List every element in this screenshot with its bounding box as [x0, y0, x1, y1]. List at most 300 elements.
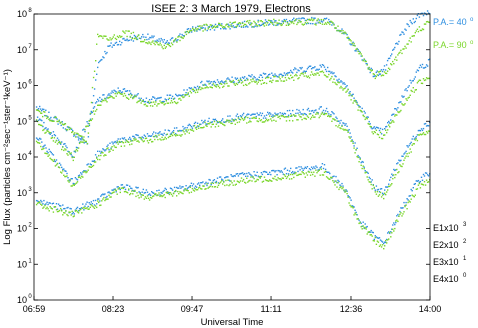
data-point [247, 20, 248, 21]
data-point [264, 177, 265, 178]
data-point [104, 98, 105, 99]
data-point [260, 80, 261, 81]
data-point [320, 175, 321, 176]
data-point [73, 160, 74, 161]
data-point [391, 64, 392, 65]
data-point [236, 115, 237, 116]
data-point [152, 141, 153, 142]
data-point [89, 202, 90, 203]
data-point [138, 197, 139, 198]
data-point [197, 28, 198, 29]
data-point [141, 138, 142, 139]
data-point [400, 101, 401, 102]
data-point [414, 91, 415, 92]
channel-e4 [36, 163, 431, 244]
data-point [120, 189, 121, 190]
data-point [404, 46, 405, 47]
data-point [313, 166, 314, 167]
data-point [399, 214, 400, 215]
data-point [185, 185, 186, 186]
data-point [352, 94, 353, 95]
data-point [215, 24, 216, 25]
data-point [340, 86, 341, 87]
data-point [288, 173, 289, 174]
data-point [397, 54, 398, 55]
data-point [382, 244, 383, 245]
data-point [339, 122, 340, 123]
data-point [107, 95, 108, 96]
data-point [224, 185, 225, 186]
data-point [390, 177, 391, 178]
data-point [155, 101, 156, 102]
data-point [326, 113, 327, 114]
data-point [371, 68, 372, 69]
data-point [425, 79, 426, 80]
data-point [402, 32, 403, 33]
data-point [267, 112, 268, 113]
data-point [308, 108, 309, 109]
data-point [208, 123, 209, 124]
data-point [92, 112, 93, 113]
data-point [403, 96, 404, 97]
data-point [189, 96, 190, 97]
data-point [235, 77, 236, 78]
y-tick-label [17, 115, 32, 126]
data-point [346, 90, 347, 91]
data-point [183, 96, 184, 97]
data-point [55, 135, 56, 136]
data-point [191, 30, 192, 31]
data-point [231, 123, 232, 124]
data-point [171, 194, 172, 195]
data-point [271, 82, 272, 83]
data-point [322, 71, 323, 72]
data-point [57, 123, 58, 124]
data-point [298, 20, 299, 21]
data-point [264, 82, 265, 83]
data-point [258, 21, 259, 22]
data-point [53, 140, 54, 141]
data-point [106, 146, 107, 147]
data-point [243, 27, 244, 28]
data-point [50, 206, 51, 207]
data-point [403, 48, 404, 49]
data-point [328, 19, 329, 20]
data-point [268, 174, 269, 175]
data-point [197, 123, 198, 124]
data-point [203, 84, 204, 85]
data-point [108, 195, 109, 196]
data-point [163, 48, 164, 49]
data-point [174, 39, 175, 40]
data-point [300, 68, 301, 69]
data-point [374, 126, 375, 127]
data-point [292, 19, 293, 20]
data-point [254, 114, 255, 115]
data-point [405, 156, 406, 157]
data-point [357, 157, 358, 158]
data-point [244, 118, 245, 119]
data-point [400, 212, 401, 213]
series-p-a-90 [36, 18, 431, 249]
data-point [367, 176, 368, 177]
data-point [165, 103, 166, 104]
data-point [85, 203, 86, 204]
data-point [405, 47, 406, 48]
data-point [422, 133, 423, 134]
data-point [354, 100, 355, 101]
data-point [254, 26, 255, 27]
data-point [91, 102, 92, 103]
data-point [310, 66, 311, 67]
data-point [227, 120, 228, 121]
plot-frame [34, 14, 430, 300]
data-point [38, 108, 39, 109]
data-point [195, 87, 196, 88]
data-point [349, 39, 350, 40]
data-point [423, 78, 424, 79]
data-point [361, 226, 362, 227]
data-point [55, 161, 56, 162]
data-point [182, 193, 183, 194]
data-point [303, 109, 304, 110]
data-point [311, 17, 312, 18]
data-point [378, 134, 379, 135]
data-point [125, 142, 126, 143]
data-point [350, 40, 351, 41]
data-point [113, 145, 114, 146]
data-point [384, 128, 385, 129]
data-point [368, 68, 369, 69]
data-point [405, 202, 406, 203]
data-point [363, 165, 364, 166]
data-point [50, 134, 51, 135]
data-point [143, 101, 144, 102]
data-point [341, 81, 342, 82]
data-point [156, 190, 157, 191]
data-point [422, 64, 423, 65]
data-point [307, 174, 308, 175]
data-point [234, 120, 235, 121]
data-point [304, 75, 305, 76]
data-point [100, 205, 101, 206]
data-point [338, 125, 339, 126]
data-point [262, 113, 263, 114]
data-point [352, 143, 353, 144]
data-point [205, 85, 206, 86]
data-point [106, 101, 107, 102]
data-point [399, 52, 400, 53]
data-point [341, 126, 342, 127]
data-point [133, 40, 134, 41]
data-point [307, 22, 308, 23]
data-point [332, 82, 333, 83]
data-point [183, 128, 184, 129]
data-point [383, 75, 384, 76]
data-point [60, 205, 61, 206]
data-point [229, 120, 230, 121]
data-point [319, 108, 320, 109]
data-point [374, 187, 375, 188]
data-point [392, 224, 393, 225]
data-point [143, 137, 144, 138]
data-point [197, 86, 198, 87]
data-point [116, 96, 117, 97]
data-point [289, 72, 290, 73]
data-point [301, 67, 302, 68]
data-point [67, 215, 68, 216]
y-tick-base: 10 [16, 80, 28, 91]
data-point [285, 168, 286, 169]
energy-label: E3x10 [433, 257, 459, 267]
data-point [121, 42, 122, 43]
data-point [324, 24, 325, 25]
data-point [328, 172, 329, 173]
data-point [411, 142, 412, 143]
data-point [330, 116, 331, 117]
data-point [391, 174, 392, 175]
data-point [371, 184, 372, 185]
data-point [96, 44, 97, 45]
data-point [177, 102, 178, 103]
data-point [222, 118, 223, 119]
data-point [334, 119, 335, 120]
data-point [59, 163, 60, 164]
data-point [322, 163, 323, 164]
data-point [281, 80, 282, 81]
data-point [40, 200, 41, 201]
data-point [178, 36, 179, 37]
data-point [421, 177, 422, 178]
data-point [239, 182, 240, 183]
data-point [297, 119, 298, 120]
data-point [340, 30, 341, 31]
data-point [160, 40, 161, 41]
data-point [234, 83, 235, 84]
data-point [165, 129, 166, 130]
data-point [140, 99, 141, 100]
data-point [321, 106, 322, 107]
data-point [285, 113, 286, 114]
data-point [310, 118, 311, 119]
data-point [396, 219, 397, 220]
data-point [96, 203, 97, 204]
data-point [265, 120, 266, 121]
data-point [393, 222, 394, 223]
data-point [43, 109, 44, 110]
data-point [306, 114, 307, 115]
data-point [384, 65, 385, 66]
data-point [380, 132, 381, 133]
data-point [340, 128, 341, 129]
data-point [194, 190, 195, 191]
data-point [83, 209, 84, 210]
data-point [364, 116, 365, 117]
data-point [333, 113, 334, 114]
data-point [88, 123, 89, 124]
energy-exponent: 1 [463, 256, 467, 262]
data-point [345, 86, 346, 87]
data-point [216, 182, 217, 183]
data-point [196, 30, 197, 31]
data-point [344, 125, 345, 126]
data-point [361, 53, 362, 54]
data-point [369, 231, 370, 232]
data-point [286, 19, 287, 20]
data-point [149, 103, 150, 104]
data-point [425, 67, 426, 68]
data-point [406, 153, 407, 154]
data-point [416, 136, 417, 137]
data-point [205, 188, 206, 189]
data-point [78, 212, 79, 213]
data-point [195, 92, 196, 93]
data-point [201, 120, 202, 121]
data-point [362, 108, 363, 109]
data-point [335, 117, 336, 118]
data-point [208, 80, 209, 81]
data-point [357, 218, 358, 219]
data-point [202, 88, 203, 89]
data-point [90, 207, 91, 208]
data-point [376, 185, 377, 186]
data-point [103, 100, 104, 101]
data-point [385, 240, 386, 241]
data-point [223, 181, 224, 182]
data-point [270, 80, 271, 81]
data-point [167, 95, 168, 96]
data-point [336, 84, 337, 85]
data-point [270, 78, 271, 79]
data-point [329, 173, 330, 174]
data-point [335, 76, 336, 77]
data-point [409, 145, 410, 146]
data-point [226, 184, 227, 185]
data-point [326, 23, 327, 24]
data-point [228, 121, 229, 122]
data-point [65, 171, 66, 172]
data-point [354, 213, 355, 214]
data-point [331, 121, 332, 122]
energy-label: E1x10 [433, 223, 459, 233]
data-point [393, 63, 394, 64]
data-point [158, 190, 159, 191]
data-point [386, 73, 387, 74]
data-point [259, 114, 260, 115]
data-point [116, 39, 117, 40]
data-point [416, 30, 417, 31]
data-point [43, 206, 44, 207]
data-point [157, 139, 158, 140]
data-point [36, 204, 37, 205]
data-point [74, 185, 75, 186]
data-point [425, 123, 426, 124]
data-point [382, 194, 383, 195]
data-point [425, 23, 426, 24]
data-point [289, 178, 290, 179]
data-point [80, 209, 81, 210]
data-point [188, 28, 189, 29]
data-point [395, 108, 396, 109]
data-point [338, 189, 339, 190]
data-point [99, 151, 100, 152]
data-point [147, 105, 148, 106]
data-point [197, 92, 198, 93]
data-point [205, 29, 206, 30]
data-point [310, 175, 311, 176]
data-point [299, 75, 300, 76]
data-point [86, 202, 87, 203]
data-point [332, 22, 333, 23]
data-point [261, 115, 262, 116]
data-point [143, 41, 144, 42]
data-point [260, 177, 261, 178]
data-point [204, 183, 205, 184]
data-point [61, 167, 62, 168]
data-point [375, 237, 376, 238]
data-point [172, 102, 173, 103]
data-point [168, 103, 169, 104]
data-point [150, 44, 151, 45]
data-point [245, 24, 246, 25]
data-point [182, 130, 183, 131]
data-point [263, 117, 264, 118]
data-point [64, 212, 65, 213]
data-point [98, 100, 99, 101]
data-point [227, 116, 228, 117]
data-point [77, 150, 78, 151]
data-point [186, 34, 187, 35]
data-point [95, 200, 96, 201]
data-point [90, 113, 91, 114]
data-point [309, 171, 310, 172]
data-point [152, 133, 153, 134]
data-point [92, 87, 93, 88]
data-point [194, 30, 195, 31]
data-point [191, 126, 192, 127]
data-point [212, 186, 213, 187]
data-point [88, 206, 89, 207]
data-point [367, 64, 368, 65]
y-tick-exponent: 8 [28, 8, 32, 14]
data-point [160, 139, 161, 140]
data-point [41, 113, 42, 114]
data-point [425, 134, 426, 135]
data-point [50, 132, 51, 133]
channel-e2 [36, 59, 431, 158]
data-point [378, 127, 379, 128]
data-point [238, 80, 239, 81]
data-point [375, 190, 376, 191]
data-point [72, 213, 73, 214]
data-point [94, 160, 95, 161]
y-axis-label: Log Flux (particles cm⁻²sec⁻¹ster⁻¹keV⁻¹) [2, 69, 13, 245]
data-point [387, 129, 388, 130]
data-point [269, 112, 270, 113]
data-point [84, 131, 85, 132]
data-point [295, 115, 296, 116]
data-point [153, 101, 154, 102]
data-point [217, 187, 218, 188]
data-point [351, 140, 352, 141]
data-point [365, 119, 366, 120]
data-point [290, 174, 291, 175]
y-tick-base: 10 [16, 223, 28, 234]
data-point [312, 174, 313, 175]
data-point [79, 175, 80, 176]
data-point [405, 98, 406, 99]
data-point [169, 130, 170, 131]
